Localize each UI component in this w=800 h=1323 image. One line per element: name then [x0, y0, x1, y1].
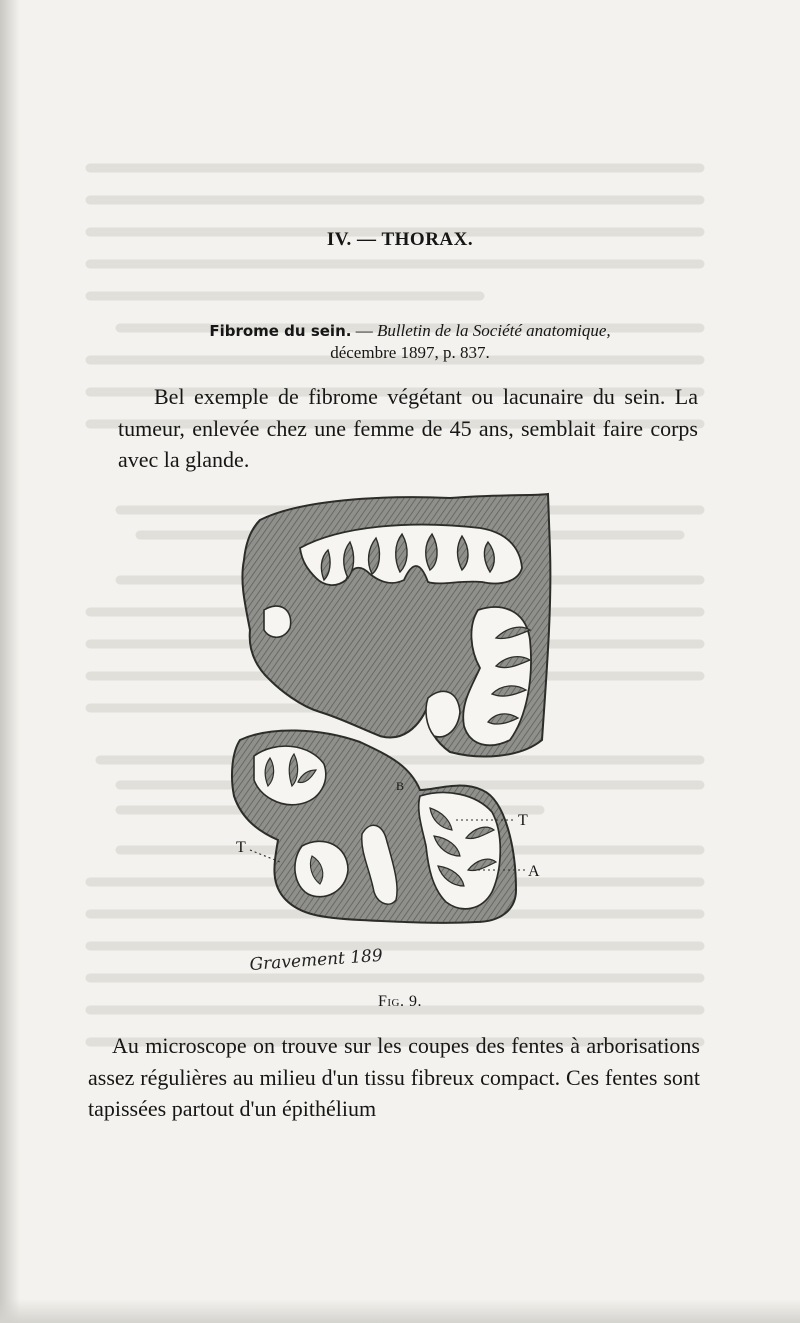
upper-tissue-section — [242, 494, 550, 756]
paragraph-1: Bel exemple de fibrome végétant ou lacunaire du sein. La tumeur, enlevée chez une femme de 45 ans, semblait faire corps avec la glande. — [118, 384, 698, 472]
figure-histology-drawing — [220, 490, 560, 990]
citation-dash: — — [355, 321, 373, 340]
label-b: B — [396, 779, 405, 793]
citation-source: Bulletin de la Société anatomique, — [376, 321, 611, 340]
citation — [110, 320, 710, 364]
histology-illustration — [220, 490, 560, 990]
lower-tissue-section — [232, 730, 516, 922]
label-a: A — [528, 863, 540, 880]
label-t-left: T — [236, 839, 246, 856]
paragraph-2: Au microscope on trouve sur les coupes des fentes à arborisations assez régulières au milieu d'un tissu fibreux compact. Ces fentes sont tapissées partout d'un épithélium — [88, 1033, 700, 1121]
section-title: IV. — THORAX. — [326, 229, 474, 250]
page-gutter-shadow — [0, 0, 20, 1323]
figure-caption-text: Fig. 9. — [377, 993, 422, 1010]
figure-caption — [0, 993, 800, 1011]
citation-date: décembre 1897, p. 837. — [330, 343, 490, 362]
engraver-signature: Gravement 189 — [248, 945, 384, 975]
label-t-right: T — [518, 812, 528, 829]
page-bottom-shadow — [0, 1299, 800, 1323]
citation-title: Fibrome du sein. — [209, 322, 352, 340]
